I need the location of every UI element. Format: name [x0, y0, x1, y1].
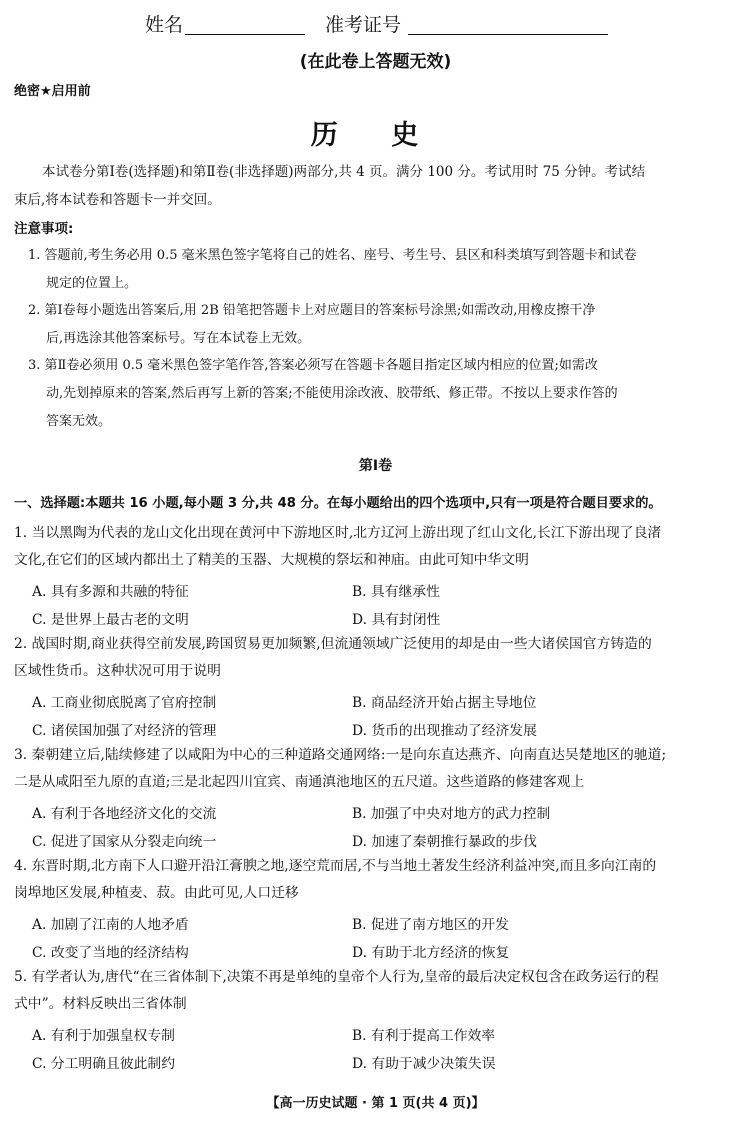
- option-c: C. 是世界上最古老的文明: [32, 612, 189, 628]
- option-b: B. 促进了南方地区的开发: [352, 917, 509, 933]
- notes-item: [28, 352, 738, 436]
- option-d: D. 货币的出现推动了经济发展: [352, 723, 537, 739]
- secret-mark: 绝密★启用前: [14, 84, 91, 99]
- name-blank: [185, 34, 305, 35]
- invalid-notice: (在此卷上答题无效): [299, 52, 452, 72]
- notes-line: 2. 第Ⅰ卷每小题选出答案后,用 2B 铅笔把答题卡上对应题目的答案标号涂黑;如需改动,用橡皮擦干净: [28, 303, 596, 318]
- notes-item: [28, 242, 738, 298]
- question-line: 4. 东晋时期,北方南下人口避开沿江膏腴之地,逐空荒而居,不与当地土著发生经济利益冲突,而且多向江南的: [14, 858, 657, 874]
- notes-heading: 注意事项:: [14, 221, 74, 237]
- intro-paragraph: [14, 158, 738, 214]
- notes-line: 3. 第Ⅱ卷必须用 0.5 毫米黑色签字笔作答,答案必须写在答题卡各题目指定区域内相应的位置;如需改: [28, 358, 598, 373]
- option-a: A. 有利于各地经济文化的交流: [32, 806, 217, 822]
- option-b: B. 加强了中央对地方的武力控制: [352, 806, 551, 822]
- question-line: 1. 当以黑陶为代表的龙山文化出现在黄河中下游地区时,北方辽河上游出现了红山文化,长江下游出现了良渚: [14, 525, 662, 541]
- question-line: 5. 有学者认为,唐代“在三省体制下,决策不再是单纯的皇帝个人行为,皇帝的最后决定权包含在政务运行的程: [14, 969, 659, 985]
- option-a: A. 加剧了江南的人地矛盾: [32, 917, 189, 933]
- ticket-number-blank: [408, 34, 608, 35]
- intro-line: 束后,将本试卷和答题卡一并交回。: [14, 192, 221, 208]
- option-d: D. 具有封闭性: [352, 612, 441, 628]
- name-label: 姓名: [145, 14, 184, 36]
- option-d: D. 有助于北方经济的恢复: [352, 945, 510, 961]
- question-line: 文化,在它们的区域内都出土了精美的玉器、大规模的祭坛和神庙。由此可知中华文明: [14, 552, 529, 568]
- question-line: 岗埠地区发展,种植麦、菽。由此可见,人口迁移: [14, 885, 299, 901]
- notes-line: 后,再选涂其他答案标号。写在本试卷上无效。: [46, 331, 311, 346]
- notes-item: [28, 297, 738, 353]
- notes-line: 规定的位置上。: [46, 276, 138, 291]
- question-line: 3. 秦朝建立后,陆续修建了以咸阳为中心的三种道路交通网络:一是向东直达燕齐、向南直达吴楚地区的驰道;: [14, 747, 667, 763]
- option-c: C. 促进了国家从分裂走向统一: [32, 834, 217, 850]
- notes-line: 1. 答题前,考生务必用 0.5 毫米黑色签字笔将自己的姓名、座号、考生号、县区和科类填写到答题卡和试卷: [28, 248, 637, 263]
- question-line: 式中”。材料反映出三省体制: [14, 996, 187, 1012]
- intro-line: 本试卷分第Ⅰ卷(选择题)和第Ⅱ卷(非选择题)两部分,共 4 页。满分 100 分。考试用时 75 分钟。考试结: [42, 164, 646, 180]
- question-line: 2. 战国时期,商业获得空前发展,跨国贸易更加频繁,但流通领域广泛使用的却是由一些大诸侯国官方铸造的: [14, 636, 652, 652]
- ticket-number-label: 准考证号: [325, 14, 402, 36]
- option-b: B. 具有继承性: [352, 584, 440, 600]
- section-heading: 一、选择题:本题共 16 小题,每小题 3 分,共 48 分。在每小题给出的四个选项中,只有一项是符合题目要求的。: [14, 496, 662, 511]
- option-d: D. 加速了秦朝推行暴政的步伐: [352, 834, 537, 850]
- page-footer: 【高一历史试题 · 第 1 页(共 4 页)】: [266, 1096, 485, 1111]
- option-a: A. 具有多源和共融的特征: [32, 584, 189, 600]
- option-d: D. 有助于减少决策失误: [352, 1056, 496, 1072]
- option-a: A. 工商业彻底脱离了官府控制: [32, 695, 217, 711]
- option-c: C. 分工明确且彼此制约: [32, 1056, 176, 1072]
- option-a: A. 有利于加强皇权专制: [32, 1028, 175, 1044]
- notes-line: 答案无效。: [46, 414, 112, 429]
- notes-line: 动,先划掉原来的答案,然后再写上新的答案;不能使用涂改液、胶带纸、修正带。不按以上要求作答的: [46, 386, 618, 401]
- option-b: B. 有利于提高工作效率: [352, 1028, 496, 1044]
- option-b: B. 商品经济开始占据主导地位: [352, 695, 537, 711]
- question-line: 二是从咸阳至九原的直道;三是北起四川宜宾、南通滇池地区的五尺道。这些道路的修建客观上: [14, 774, 585, 790]
- volume-title: 第Ⅰ卷: [358, 458, 393, 474]
- subject-title: 历 史: [310, 120, 441, 151]
- question-line: 区域性货币。这种状况可用于说明: [14, 663, 221, 679]
- option-c: C. 改变了当地的经济结构: [32, 945, 189, 961]
- option-c: C. 诸侯国加强了对经济的管理: [32, 723, 217, 739]
